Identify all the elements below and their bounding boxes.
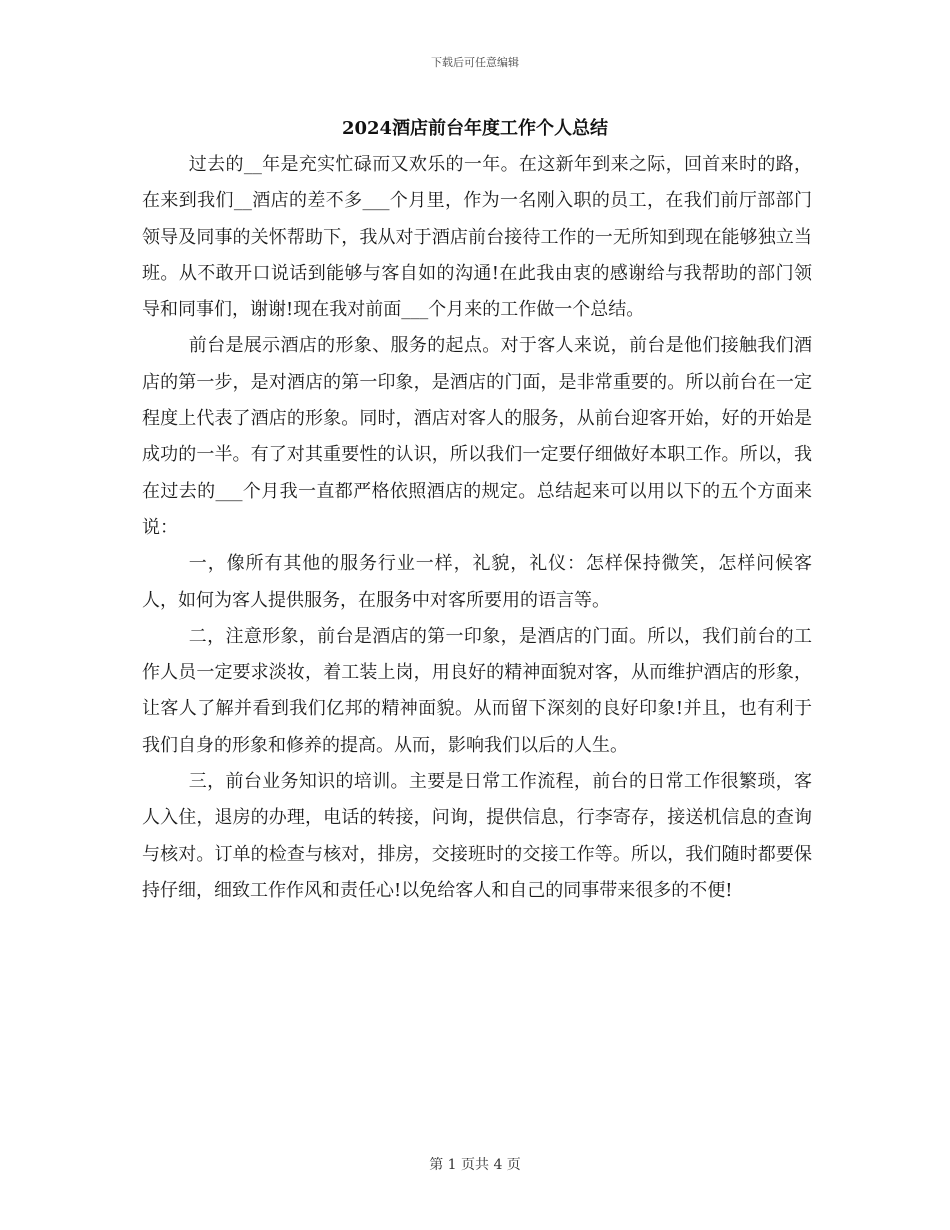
- document-body: [142, 147, 812, 909]
- paragraph-front-desk-importance: 前台是展示酒店的形象、服务的起点。对于客人来说，前台是他们接触我们酒店的第一步，是对酒店的第一印象，是酒店的门面，是非常重要的。所以前台在一定程度上代表了酒店的形象。同时，酒店对客人的服务，从前台迎客开始，好的开始是成功的一半。有了对其重要性的认识，所以我们一定要仔细做好本职工作。所以，我在过去的___个月我一直都严格依照酒店的规定。总结起来可以用以下的五个方面来说：: [142, 335, 812, 538]
- paragraph-point-one: 一，像所有其他的服务行业一样，礼貌，礼仪：怎样保持微笑，怎样问候客人，如何为客人提供服务，在服务中对客所要用的语言等。: [142, 553, 812, 611]
- paragraph-intro: 过去的__年是充实忙碌而又欢乐的一年。在这新年到来之际，回首来时的路，在来到我们__酒店的差不多___个月里，作为一名刚入职的员工，在我们前厅部部门领导及同事的关怀帮助下，我从对于酒店前台接待工作的一无所知到现在能够独立当班。从不敢开口说话到能够与客自如的沟通!在此我由衷的感谢给与我帮助的部门领导和同事们，谢谢!现在我对前面___个月来的工作做一个总结。: [142, 154, 812, 321]
- page-header-note: 下载后可任意编辑: [431, 56, 519, 69]
- paragraph-point-two: 二，注意形象，前台是酒店的第一印象，是酒店的门面。所以，我们前台的工作人员一定要求淡妆，着工装上岗，用良好的精神面貌对客，从而维护酒店的形象，让客人了解并看到我们亿邦的精神面貌。从而留下深刻的良好印象!并且，也有利于我们自身的形象和修养的提高。从而，影响我们以后的人生。: [142, 625, 812, 756]
- paragraph-point-three: 三，前台业务知识的培训。主要是日常工作流程，前台的日常工作很繁琐，客人入住，退房的办理，电话的转接，问询，提供信息，行李寄存，接送机信息的查询与核对。订单的检查与核对，排房，交接班时的交接工作等。所以，我们随时都要保持仔细，细致工作作风和责任心!以免给客人和自己的同事带来很多的不便!: [142, 771, 812, 901]
- page-footer-indicator: 第 1 页共 4 页: [429, 1157, 521, 1173]
- document-title: 2024酒店前台年度工作个人总结: [341, 118, 609, 139]
